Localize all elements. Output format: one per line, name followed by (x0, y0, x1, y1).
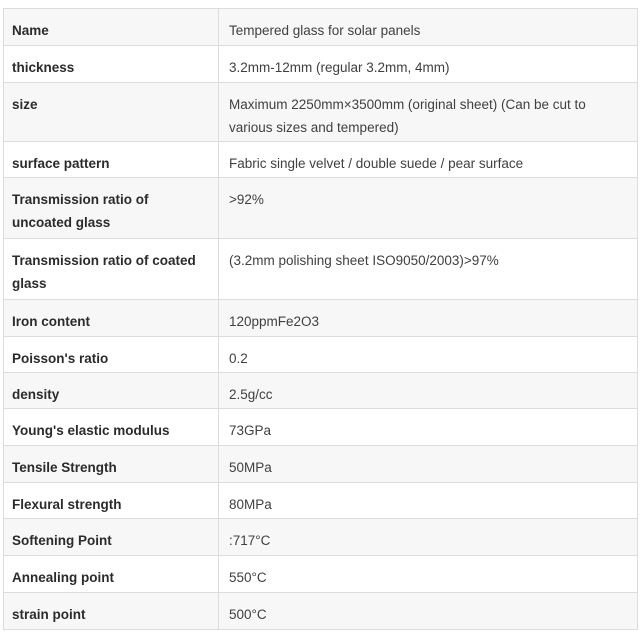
row-label: thickness (4, 46, 219, 83)
row-label: size (4, 83, 219, 142)
row-value: Maximum 2250mm×3500mm (original sheet) (Can be cut to various sizes and tempered) (219, 83, 638, 142)
row-label: Softening Point (4, 519, 219, 556)
row-value: 3.2mm-12mm (regular 3.2mm, 4mm) (219, 46, 638, 83)
table-row (4, 483, 638, 519)
table-row (4, 593, 638, 630)
row-label: Flexural strength (4, 483, 219, 519)
row-label: Transmission ratio of uncoated glass (4, 178, 219, 239)
table-row (4, 46, 638, 83)
table-row (4, 83, 638, 142)
row-label: Name (4, 9, 219, 46)
row-label: density (4, 373, 219, 409)
row-value: 73GPa (219, 409, 638, 446)
table-row (4, 337, 638, 373)
table-row (4, 300, 638, 337)
row-value: 500°C (219, 593, 638, 630)
table-row (4, 178, 638, 239)
row-value: :717°C (219, 519, 638, 556)
row-label: Young's elastic modulus (4, 409, 219, 446)
spec-table (3, 8, 638, 630)
row-value: >92% (219, 178, 638, 239)
row-label: strain point (4, 593, 219, 630)
row-label: Annealing point (4, 556, 219, 593)
table-row (4, 409, 638, 446)
table-row (4, 446, 638, 483)
row-value: 550°C (219, 556, 638, 593)
table-row (4, 556, 638, 593)
row-label: Iron content (4, 300, 219, 337)
table-row (4, 142, 638, 178)
row-value: Fabric single velvet / double suede / pear surface (219, 142, 638, 178)
row-label: Tensile Strength (4, 446, 219, 483)
table-row (4, 373, 638, 409)
table-row (4, 9, 638, 46)
row-value: 120ppmFe2O3 (219, 300, 638, 337)
row-value: (3.2mm polishing sheet ISO9050/2003)>97% (219, 239, 638, 300)
row-value: 50MPa (219, 446, 638, 483)
row-label: surface pattern (4, 142, 219, 178)
row-label: Poisson's ratio (4, 337, 219, 373)
table-row (4, 239, 638, 300)
row-value: 0.2 (219, 337, 638, 373)
row-value: Tempered glass for solar panels (219, 9, 638, 46)
table-row (4, 519, 638, 556)
row-value: 2.5g/cc (219, 373, 638, 409)
row-value: 80MPa (219, 483, 638, 519)
row-label: Transmission ratio of coated glass (4, 239, 219, 300)
